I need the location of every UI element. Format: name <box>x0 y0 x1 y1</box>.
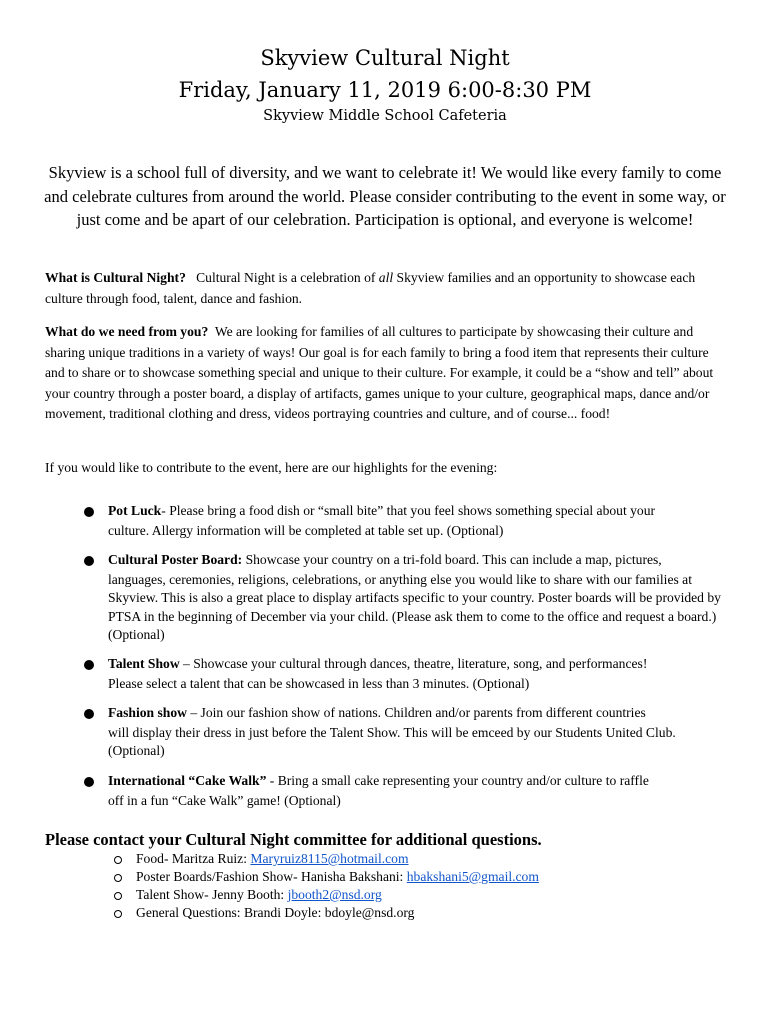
contact-label: Talent Show- Jenny Booth: <box>136 887 288 902</box>
email-link[interactable]: hbakshani5@gmail.com <box>406 869 539 884</box>
what-is-emphasis: all <box>378 270 394 285</box>
bullet-dot <box>84 777 94 787</box>
list-circle-icon <box>114 856 122 864</box>
what-is-text-1: Cultural Night is a celebration of <box>196 270 379 285</box>
bullet-dot <box>84 660 94 670</box>
contact-label: Food- Maritza Ruiz: <box>136 851 251 866</box>
highlight-text: Join our fashion show of nations. Children and/or parents from different countries <box>200 705 646 720</box>
bullet-dot <box>84 556 94 566</box>
what-need-label: What do we need from you? <box>45 324 209 339</box>
highlight-text-rest: languages, ceremonies, religions, celebrations, or anything else you would like to share with our families at Skyview. This is also a great place to display artifacts specific to your country. Poster boards will be provided by PTSA in the beginning of December via your child. (Please ask them to come to the office and request a board.) (Optional) <box>108 572 721 642</box>
highlight-sep: - <box>161 503 170 518</box>
page-title: Skyview Cultural Night <box>260 46 510 70</box>
highlight-text-rest: culture. Allergy information will be completed at table set up. (Optional) <box>108 523 504 538</box>
contact-poster-fashion <box>110 868 539 886</box>
contacts-list <box>110 850 539 922</box>
what-need-text: We are looking for families of all cultures to participate by showcasing their culture and sharing unique traditions in a variety of ways! Our goal is for each family to bring a food item that represents their culture and to share or to showcase something special and unique to their culture. For example, it could be a “show and tell” about your country through a poster board, a display of artifacts, games unique to your culture, geographical maps, dance and/or movement, traditional clothing and dress, videos portraying countries and culture, and of course... food! <box>45 324 714 422</box>
contact-general <box>110 904 539 922</box>
highlight-text-rest: off in a fun “Cake Walk” game! (Optional) <box>108 793 341 808</box>
event-venue: Skyview Middle School Cafeteria <box>263 108 507 124</box>
contact-heading: Please contact your Cultural Night committee for additional questions. <box>45 830 542 849</box>
what-is-text-2: Skyview families and an opportunity to showcase each culture through food, talent, dance and fashion. <box>45 270 696 306</box>
highlight-label: Fashion show <box>108 705 187 720</box>
highlight-label: Cultural Poster Board: <box>108 552 243 567</box>
list-circle-icon <box>114 910 122 918</box>
highlight-sep: - <box>266 773 278 788</box>
highlight-talent-show <box>108 652 730 693</box>
highlight-label: International “Cake Walk” <box>108 773 267 788</box>
contact-label: General Questions: Brandi Doyle: <box>136 905 325 920</box>
highlight-text: Showcase your country on a tri-fold board. This can include a map, pictures, <box>245 552 662 567</box>
highlight-potluck <box>108 499 730 540</box>
bullet-dot <box>84 709 94 719</box>
what-is-paragraph <box>45 268 725 309</box>
highlight-label: Talent Show <box>108 656 180 671</box>
highlight-text-rest: Please select a talent that can be showcased in less than 3 minutes. (Optional) <box>108 676 530 691</box>
what-is-label: What is Cultural Night? <box>45 270 186 285</box>
highlight-text: Please bring a food dish or “small bite” that you feel shows something special about your <box>169 503 656 518</box>
list-circle-icon <box>114 874 122 882</box>
highlight-text: Bring a small cake representing your country and/or culture to raffle <box>277 773 649 788</box>
highlight-label: Pot Luck <box>108 503 162 518</box>
highlight-fashion-show <box>108 701 730 761</box>
intro-paragraph: Skyview is a school full of diversity, and we want to celebrate it! We would like every family to come and celebrate cultures from around the world. Please consider contributing to the event in some way, or just come and be apart of our celebration. Participation is optional, and everyone is welcome! <box>44 163 726 230</box>
highlight-cake-walk <box>108 769 730 810</box>
contribute-intro: If you would like to contribute to the event, here are our highlights for the evening: <box>45 460 498 475</box>
highlight-text-rest: will display their dress in just before the Talent Show. This will be emceed by our Students United Club. (Optional) <box>108 725 676 759</box>
contact-talent <box>110 886 539 904</box>
highlight-text: Showcase your cultural through dances, theatre, literature, song, and performances! <box>193 656 648 671</box>
email-link[interactable]: jbooth2@nsd.org <box>287 887 382 902</box>
email-link[interactable]: Maryruiz8115@hotmail.com <box>250 851 409 866</box>
email-text: bdoyle@nsd.org <box>324 905 415 920</box>
contact-label: Poster Boards/Fashion Show- Hanisha Bakshani: <box>136 869 407 884</box>
list-circle-icon <box>114 892 122 900</box>
what-need-paragraph <box>45 322 725 425</box>
event-date-time: Friday, January 11, 2019 6:00-8:30 PM <box>178 78 592 102</box>
highlight-poster-board <box>108 548 730 644</box>
bullet-dot <box>84 507 94 517</box>
highlight-sep: – <box>186 705 201 720</box>
highlight-sep: – <box>179 656 194 671</box>
contact-food <box>110 850 539 868</box>
